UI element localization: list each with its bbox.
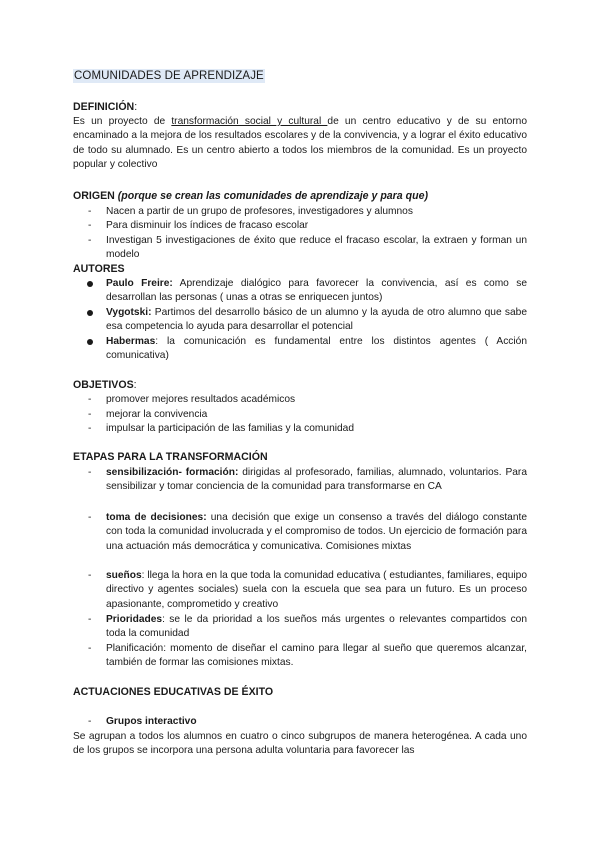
- document-title: COMUNIDADES DE APRENDIZAJE: [74, 70, 264, 82]
- dash-marker: -: [88, 206, 92, 217]
- definicion-heading: DEFINICIÓN:: [73, 101, 138, 113]
- origen-subheading: (porque se crean las comunidades de aprendizaje y para que): [114, 190, 429, 202]
- origen-heading: ORIGEN (porque se crean las comunidades de aprendizaje y para que): [73, 190, 429, 202]
- dash-marker: -: [88, 394, 92, 405]
- dash-marker: -: [88, 467, 92, 478]
- etapas-heading: ETAPAS PARA LA TRANSFORMACIÓN: [73, 451, 268, 463]
- bullet-icon: [87, 310, 93, 316]
- dash-marker: -: [88, 423, 92, 434]
- actuaciones-heading: ACTUACIONES EDUCATIVAS DE ÉXITO: [73, 686, 274, 698]
- bullet-icon: [87, 339, 93, 345]
- dash-marker: -: [88, 512, 92, 523]
- dash-marker: -: [88, 716, 92, 727]
- autores-heading: AUTORES: [73, 263, 125, 275]
- dash-marker: -: [88, 409, 92, 420]
- objetivos-heading: OBJETIVOS:: [73, 379, 137, 391]
- dash-marker: -: [88, 614, 92, 625]
- document-page: COMUNIDADES DE APRENDIZAJE DEFINICIÓN: Es un proyecto de transformación social y cultural de un centro educativo y de su entorno encaminado a la mejora de los resultados escolares y de la convivencia, y a lograr el éxito educativo de todo su alumnado. Es un centro abierto a todos los miembros de la comunidad. Es un proyecto popular y colectivo ORIGEN (porque se crean las comunidades de aprendizaje y para que) - Nacen a partir de un grupo de profesores, investigadores y alumnos - Para disminuir los índices de fracaso escolar - Investigan 5 investigaciones de éxito que reduce el fracaso escolar, la extraen y forman un modelo AUTORES Paulo Freire: Aprendizaje dialógico para favorecer la convivencia, así es como se desarrollan las personas ( unas a otras se enriquecen juntos) Vygotski: Partimos del desarrollo básico de un alumno y la ayuda de otro alumno que sabe esa competencia lo ayuda para desarrollar el potencial Habermas: la comunicación es fundamental entre los distintos agentes ( Acción comunicativa) OBJETIVOS: - promover mejores resultados académicos - mejorar la convivencia - impulsar la participación de las familias y la comunidad ETAPAS PARA LA TRANSFORMACIÓN - sensibilización- formación: dirigidas al profesorado, familias, alumnado, voluntarios. Para sensibilizar y tomar conciencia de la comunidad para transformarse en CA - toma de decisiones: una decisión que exige un consenso a través del diálogo constante con toda la comunidad involucrada y el compromiso de todos. Un ejercicio de formación para una actuación más democrática y comunicativa. Comisiones mixtas - sueños: llega la hora en la que toda la comunidad educativa ( estudiantes, familiares, equipo directivo y agentes sociales) suela con la escuela que sea para un futuro. Es un proceso apasionante, comprometido y creativo - Prioridades: se le da prioridad a los sueños más urgentes o relevantes compartidos con toda la comunidad - Planificación: momento de diseñar el camino para llegar al sueño que queremos alcanzar, también de formar las comisiones mixtas. ACTUACIONES EDUCATIVAS DE ÉXITO - Grupos interactivo Se agrupan a todos los alumnos en cuatro o cinco subgrupos de manera heterogénea. A cada uno de los grupos se incorpora una persona adulta voluntaria para favorecer las: [0, 0, 600, 848]
- definicion-underlined-term: transformación social y cultural: [171, 116, 328, 127]
- bullet-icon: [87, 281, 93, 287]
- dash-marker: -: [88, 220, 92, 231]
- dash-marker: -: [88, 643, 92, 654]
- dash-marker: -: [88, 570, 92, 581]
- dash-marker: -: [88, 235, 92, 246]
- definicion-paragraph: Es un proyecto de transformación social y cultural de un centro educativo y de su entorno encaminado a la mejora de los resultados escolares y de la convivencia, y a lograr el éxito educativo de todo su alumnado. Es un centro abierto a todos los miembros de la comunidad. Es un proyecto popular y colectivo: [73, 116, 527, 170]
- actuaciones-paragraph: Se agrupan a todos los alumnos en cuatro o cinco subgrupos de manera heterogénea. A cada uno de los grupos se incorpora una persona adulta voluntaria para favorecer las: [73, 731, 527, 757]
